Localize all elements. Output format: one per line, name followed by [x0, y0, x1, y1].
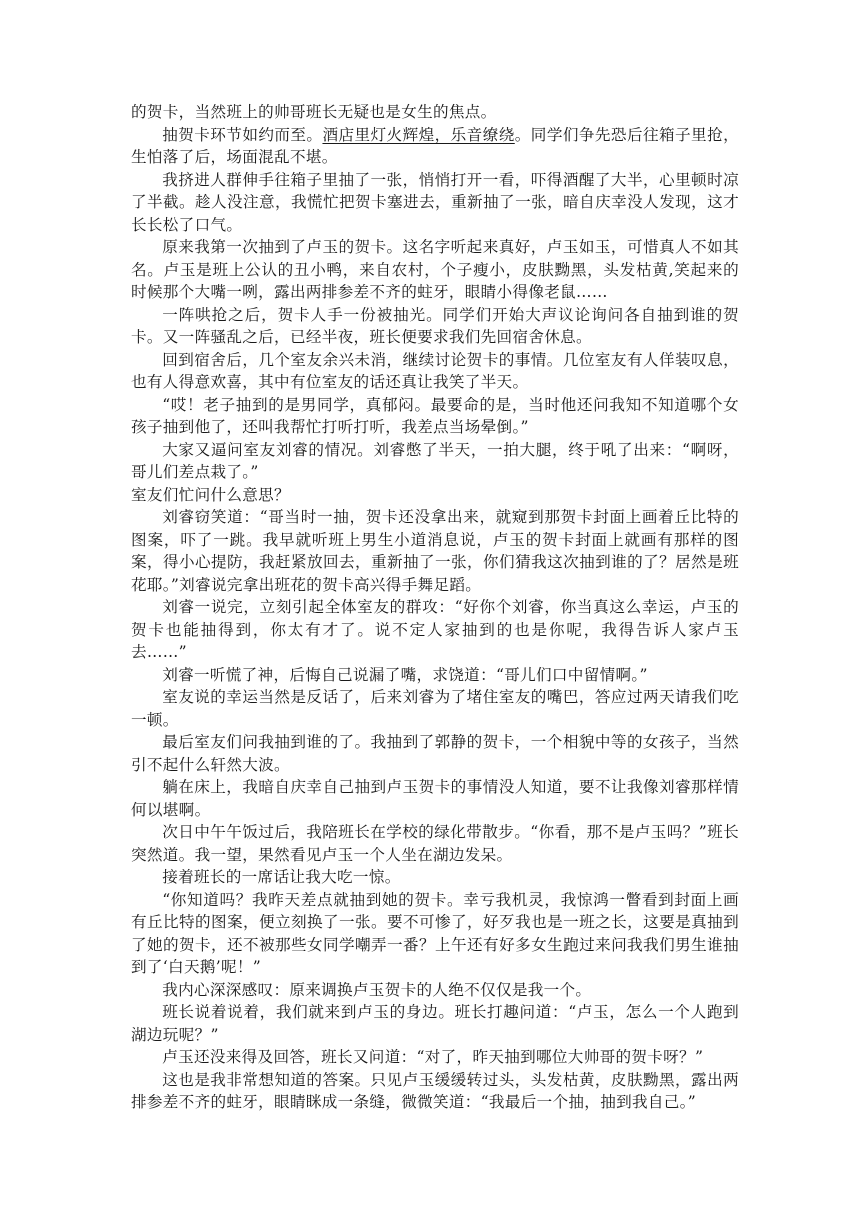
paragraph-text: “你知道吗？我昨天差点就抽到她的贺卡。幸亏我机灵，我惊鸿一瞥看到封面上画有丘比特的图案，便立刻换了一张。要不可惨了，好歹我也是一班之长，这要是真抽到了她的贺卡，还不被那些女同学嘲弄一番？上午还有好多女生跑过来问我我们男生谁抽到了‘白天鹅’呢！” [131, 890, 739, 976]
paragraph [131, 304, 739, 349]
paragraph [131, 776, 739, 821]
paragraph-text: 我内心深深感叹：原来调换卢玉贺卡的人绝不仅仅是我一个。 [162, 980, 592, 999]
paragraph-text: 原来我第一次抽到了卢玉的贺卡。这名字听起来真好，卢玉如玉，可惜真人不如其名。卢玉是班上公认的丑小鸭，来自农村，个子瘦小，皮肤黝黑，头发枯黄,笑起来的时候那个大嘴一咧，露出两排参差不齐的蛀牙，眼睛小得像老鼠…… [131, 238, 739, 301]
paragraph-text: 室友说的幸运当然是反话了，后来刘睿为了堵住室友的嘴巴，答应过两天请我们吃一顿。 [131, 688, 739, 729]
paragraph-text: 卢玉还没来得及回答，班长又问道：“对了，昨天抽到哪位大帅哥的贺卡呀？” [162, 1048, 704, 1066]
paragraph [131, 866, 739, 889]
paragraph-text: 大家又逼问室友刘睿的情况。刘睿憋了半天，一拍大腿，终于吼了出来：“啊呀，哥儿们差点栽了。” [131, 440, 739, 481]
paragraph [131, 596, 739, 664]
paragraph [131, 236, 739, 304]
paragraph [131, 979, 739, 1002]
paragraph [131, 101, 739, 124]
paragraph [131, 439, 739, 484]
paragraph [131, 1069, 739, 1114]
paragraph-text: 刘睿一说完，立刻引起全体室友的群攻：“好你个刘睿，你当真这么幸运，卢玉的贺卡也能抽得到，你太有才了。说不定人家抽到的也是你呢，我得告诉人家卢玉去……” [131, 598, 739, 661]
paragraph [131, 686, 739, 731]
paragraph [131, 1001, 739, 1046]
paragraph-text: 。同学们争先恐后往箱子里抢，生怕落了后，场面混乱不堪。 [131, 125, 739, 166]
paragraph-text: 的贺卡，当然班上的帅哥班长无疑也是女生的焦点。 [131, 103, 497, 121]
paragraph [131, 1046, 739, 1069]
paragraph-text: 接着班长的一席话让我大吃一惊。 [162, 868, 401, 886]
paragraph-text: 班长说着说着，我们就来到卢玉的身边。班长打趣问道：“卢玉，怎么一个人跑到湖边玩呢？” [131, 1003, 739, 1044]
paragraph [131, 506, 739, 596]
paragraph [131, 124, 739, 169]
story-text [131, 101, 739, 1114]
paragraph [131, 394, 739, 439]
paragraph-text: 我挤进人群伸手往箱子里抽了一张，悄悄打开一看，吓得酒醒了大半，心里顿时凉了半截。趁人没注意，我慌忙把贺卡塞进去，重新抽了一张，暗自庆幸没人发现，这才长长松了口气。 [131, 170, 739, 234]
paragraph-text: 室友们忙问什么意思？ [131, 485, 290, 504]
underlined-phrase: 酒店里灯火辉煌，乐音缭绕 [322, 125, 515, 144]
paragraph-text: 这也是我非常想知道的答案。只见卢玉缓缓转过头，头发枯黄，皮肤黝黑，露出两排参差不齐的蛀牙，眼睛眯成一条缝，微微笑道：“我最后一个抽，抽到我自己。” [131, 1070, 739, 1111]
paragraph [131, 664, 739, 687]
paragraph [131, 169, 739, 237]
paragraph-text: 一阵哄抢之后，贺卡人手一份被抽光。同学们开始大声议论询问各自抽到谁的贺卡。又一阵骚乱之后，已经半夜，班长便要求我们先回宿舍休息。 [131, 305, 739, 346]
paragraph [131, 821, 739, 866]
paragraph [131, 349, 739, 394]
paragraph-text: 次日中午午饭过后，我陪班长在学校的绿化带散步。“你看，那不是卢玉吗？”班长突然道。我一望，果然看见卢玉一个人坐在湖边发呆。 [131, 823, 739, 864]
paragraph-text: 刘睿窃笑道：“哥当时一抽，贺卡还没拿出来，就窥到那贺卡封面上画着丘比特的图案，吓了一跳。我早就听班上男生小道消息说，卢玉的贺卡封面上就画有那样的图案，得小心提防，我赶紧放回去，重新抽了一张，你们猜我这次抽到谁的了？居然是班花耶。”刘睿说完拿出班花的贺卡高兴得手舞足蹈。 [131, 508, 739, 594]
paragraph-text: 刘睿一听慌了神，后悔自己说漏了嘴，求饶道：“哥儿们口中留情啊。” [162, 665, 648, 684]
paragraph-text: 抽贺卡环节如约而至。 [162, 125, 323, 144]
paragraph [131, 889, 739, 979]
paragraph-text: “哎！老子抽到的是男同学，真郁闷。最要命的是，当时他还问我知不知道哪个女孩子抽到他了，还叫我帮忙打听打听，我差点当场晕倒。” [131, 395, 739, 436]
paragraph [131, 484, 739, 507]
paragraph-text: 最后室友们问我抽到谁的了。我抽到了郭静的贺卡，一个相貌中等的女孩子，当然引不起什么轩然大波。 [131, 733, 739, 774]
paragraph-text: 躺在床上，我暗自庆幸自己抽到卢玉贺卡的事情没人知道，要不让我像刘睿那样情何以堪啊。 [131, 778, 739, 819]
paragraph [131, 731, 739, 776]
paragraph-text: 回到宿舍后，几个室友余兴未消，继续讨论贺卡的事情。几位室友有人佯装叹息，也有人得意欢喜，其中有位室友的话还真让我笑了半天。 [131, 350, 739, 391]
